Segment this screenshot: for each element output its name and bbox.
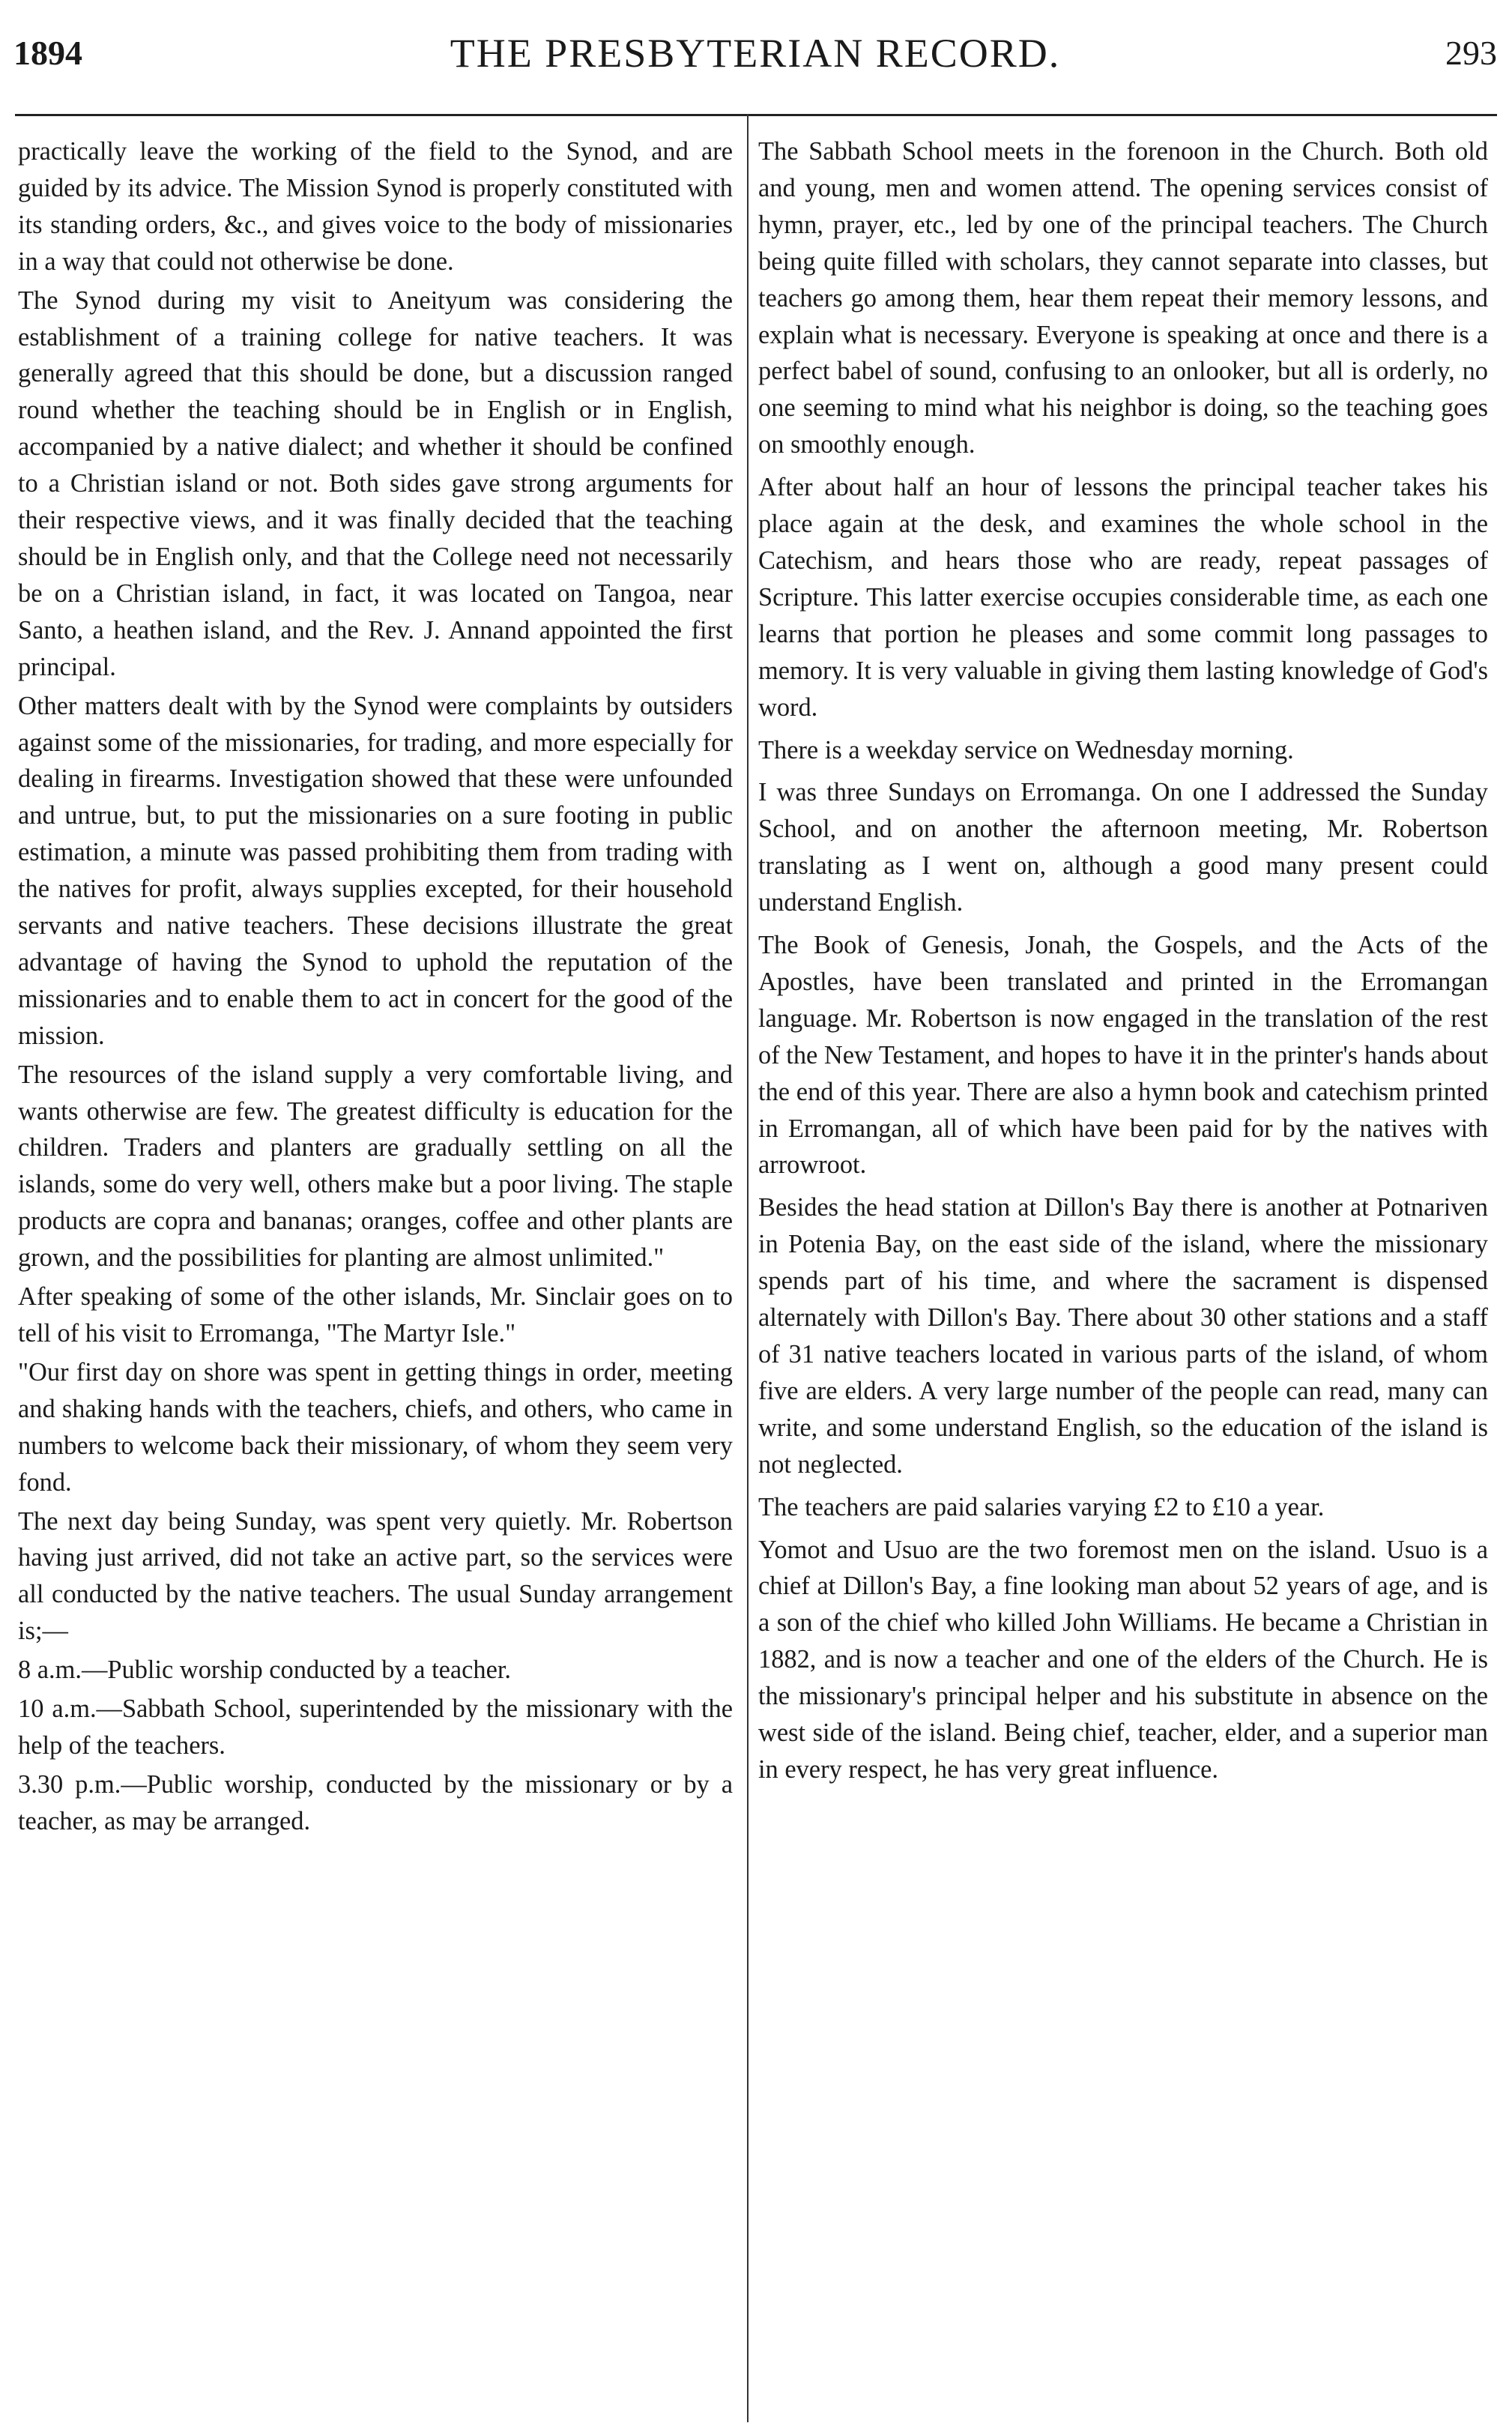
header-rule <box>15 114 1497 116</box>
paragraph: I was three Sundays on Erromanga. On one I addressed the Sunday School, and on another the afternoon meeting, Mr. Robertson translating as I went on, although a good many present could understand English. <box>758 778 1488 917</box>
paragraph: The resources of the island supply a very comfortable living, and wants otherwise are few. The greatest difficulty is education for the children. Traders and planters are gradually settling on all the islands, some do very well, others make but a poor living. The staple products are copra and bananas; oranges, coffee and other plants are grown, and the possibilities for planting are almost unlimited." <box>18 1060 733 1273</box>
page-header <box>13 25 1497 78</box>
schedule-item: 10 a.m.—Sabbath School, superintended by the missionary with the help of the teachers. <box>18 1695 733 1760</box>
schedule-item: 3.30 p.m.—Public worship, conducted by the missionary or by a teacher, as may be arranged. <box>18 1769 733 1835</box>
right-column <box>758 133 1488 1788</box>
paragraph: Besides the head station at Dillon's Bay there is another at Potnariven in Potenia Bay, on the east side of the island, where the missionary spends part of his time, and where the sacrament is dispensed alternately with Dillon's Bay. There about 30 other stations and a staff of 31 native teachers located in various parts of the island, of whom five are elders. A very large number of the people can read, many can write, and some understand English, so the education of the island is not neglected. <box>758 1193 1488 1479</box>
schedule-item: 8 a.m.—Public worship conducted by a teacher. <box>18 1656 512 1685</box>
paragraph: practically leave the working of the field to the Synod, and are guided by its advice. The Mission Synod is properly constituted with its standing orders, &c., and gives voice to the body of missionaries in a way that could not otherwise be done. <box>18 137 733 276</box>
page-number: 293 <box>1445 34 1497 72</box>
paragraph: After about half an hour of lessons the principal teacher takes his place again at the desk, and examines the whole school in the Catechism, and hears those who are ready, repeat passages of Scripture. This latter exercise occupies considerable time, as each one learns that portion he pleases and some commit long passages to memory. It is very valuable in giving them lasting knowledge of God's word. <box>758 473 1488 722</box>
paragraph: The Book of Genesis, Jonah, the Gospels, and the Acts of the Apostles, have been translated and printed in the Erromangan language. Mr. Robertson is now engaged in the translation of the rest of the New Testament, and hopes to have it in the printer's hands about the end of this year. There are also a hymn book and catechism printed in Erromangan, all of which have been paid for by the natives with arrowroot. <box>758 931 1488 1180</box>
publication-title: THE PRESBYTERIAN RECORD. <box>450 31 1061 76</box>
paragraph: Yomot and Usuo are the two foremost men on the island. Usuo is a chief at Dillon's Bay, a fine looking man about 52 years of age, and is a son of the chief who killed John Williams. He became a Christian in 1882, and is now a teacher and one of the elders of the Church. He is the missionary's principal helper and his substitute in absence on the west side of the island. Being chief, teacher, elder, and a superior man in every respect, he has very great influence. <box>758 1535 1488 1784</box>
header-year: 1894 <box>13 34 82 72</box>
paragraph: The teachers are paid salaries varying £2 to £10 a year. <box>758 1492 1325 1521</box>
paragraph: The Synod during my visit to Aneityum was considering the establishment of a training college for native teachers. It was generally agreed that this should be done, but a discussion ranged round whether the teaching should be in English or in English, accompanied by a native dialect; and whether it should be confined to a Christian island or not. Both sides gave strong arguments for their respective views, and it was finally decided that the teaching should be in English only, and that the College need not necessarily be on a Christian island, in fact, it was located on Tangoa, near Santo, a heathen island, and the Rev. J. Annand appointed the first principal. <box>18 286 733 681</box>
paragraph: There is a weekday service on Wednesday morning. <box>758 735 1294 764</box>
paragraph: After speaking of some of the other islands, Mr. Sinclair goes on to tell of his visit to Erromanga, "The Martyr Isle." <box>18 1282 733 1348</box>
paragraph: The next day being Sunday, was spent very quietly. Mr. Robertson having just arrived, did not take an active part, so the services were all conducted by the native teachers. The usual Sunday arrangement is;— <box>18 1506 733 1646</box>
column-divider <box>747 114 749 2422</box>
left-column <box>18 133 733 1840</box>
paragraph: "Our first day on shore was spent in getting things in order, meeting and shaking hands with the teachers, chiefs, and others, who came in numbers to welcome back their missionary, of whom they seem very fond. <box>18 1357 733 1497</box>
paragraph: The Sabbath School meets in the forenoon in the Church. Both old and young, men and women attend. The opening services consist of hymn, prayer, etc., led by one of the principal teachers. The Church being quite filled with scholars, they cannot separate into classes, but teachers go among them, hear them repeat their memory lessons, and explain what is necessary. Everyone is speaking at once and there is a perfect babel of sound, confusing to an onlooker, but all is orderly, no one seeming to mind what his neighbor is doing, so the teaching goes on smoothly enough. <box>758 137 1488 459</box>
paragraph: Other matters dealt with by the Synod were complaints by outsiders against some of the missionaries, for trading, and more especially for dealing in firearms. Investigation showed that these were unfounded and untrue, but, to put the missionaries on a sure footing in public estimation, a minute was passed prohibiting them from trading with the natives for profit, always supplies excepted, for their household servants and native teachers. These decisions illustrate the great advantage of having the Synod to uphold the reputation of the missionaries and to enable them to act in concert for the good of the mission. <box>18 691 733 1050</box>
